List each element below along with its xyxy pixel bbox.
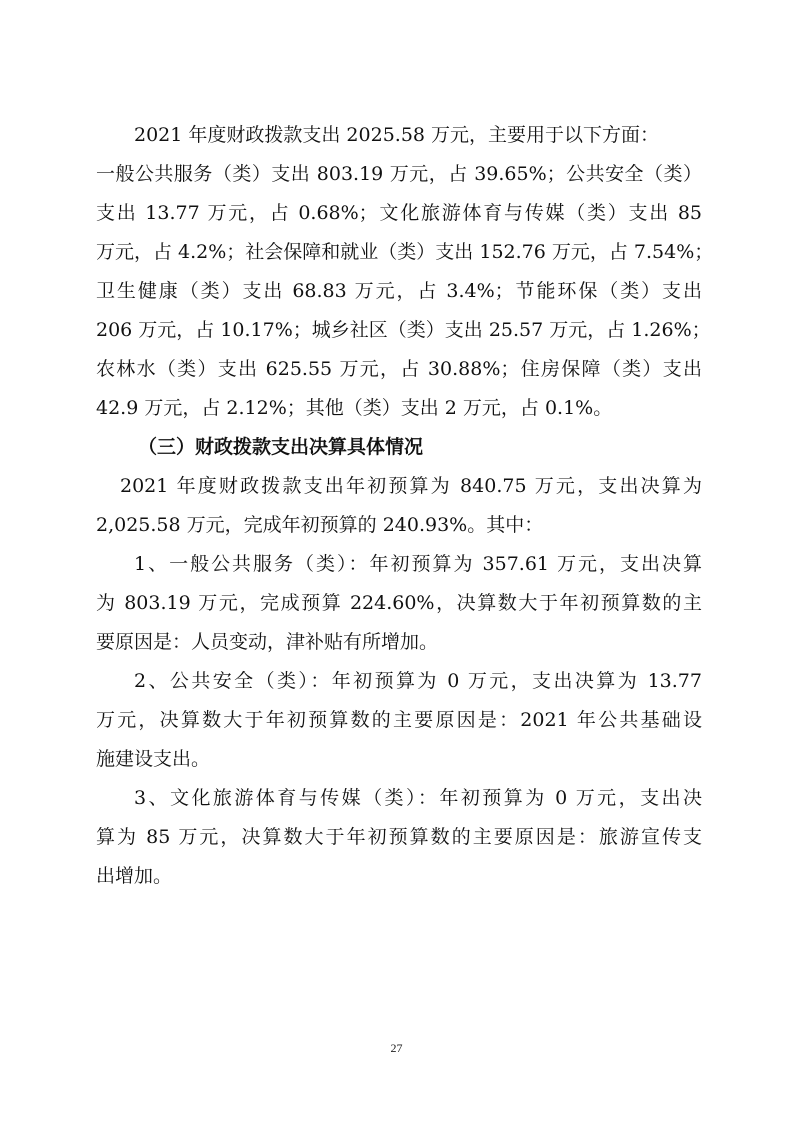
paragraph-line: 206 万元，占 10.17%；城乡社区（类）支出 25.57 万元，占 1.26%；: [96, 319, 711, 341]
paragraph-line: 施建设支出。: [96, 748, 211, 770]
paragraph-line: 2021 年度财政拨款支出年初预算为 840.75 万元，支出决算为: [120, 475, 702, 497]
paragraph-line: 农林水（类）支出 625.55 万元，占 30.88%；住房保障（类）支出: [96, 358, 702, 380]
section-heading: （三）财政拨款支出决算具体情况: [138, 436, 424, 458]
paragraph-line: 出增加。: [96, 865, 173, 887]
paragraph-line: 42.9 万元，占 2.12%；其他（类）支出 2 万元，占 0.1%。: [96, 397, 613, 419]
paragraph-line: 3、文化旅游体育与传媒（类）：年初预算为 0 万元，支出决: [134, 787, 702, 809]
paragraph-line: 一般公共服务（类）支出 803.19 万元，占 39.65%；公共安全（类）: [96, 163, 702, 185]
document-body: [96, 116, 714, 896]
paragraph-line: 卫生健康（类）支出 68.83 万元，占 3.4%；节能环保（类）支出: [96, 280, 702, 302]
paragraph-line: 1、一般公共服务（类）：年初预算为 357.61 万元，支出决算: [134, 553, 702, 575]
page-number: 27: [390, 1041, 403, 1055]
paragraph-line: 万元，占 4.2%；社会保障和就业（类）支出 152.76 万元，占 7.54%；: [96, 241, 714, 263]
paragraph-line: 支出 13.77 万元，占 0.68%；文化旅游体育与传媒（类）支出 85: [96, 202, 702, 224]
paragraph-line: 2021 年度财政拨款支出 2025.58 万元，主要用于以下方面：: [134, 124, 660, 146]
paragraph-line: 2、公共安全（类）：年初预算为 0 万元，支出决算为 13.77: [134, 670, 702, 692]
paragraph-line: 万元，决算数大于年初预算数的主要原因是：2021 年公共基础设: [96, 709, 702, 731]
paragraph-line: 2,025.58 万元，完成年初预算的 240.93%。其中：: [96, 514, 544, 536]
paragraph-line: 要原因是：人员变动，津补贴有所增加。: [96, 631, 439, 653]
paragraph-line: 算为 85 万元，决算数大于年初预算数的主要原因是：旅游宣传支: [96, 826, 702, 848]
paragraph-line: 为 803.19 万元，完成预算 224.60%，决算数大于年初预算数的主: [96, 592, 702, 614]
